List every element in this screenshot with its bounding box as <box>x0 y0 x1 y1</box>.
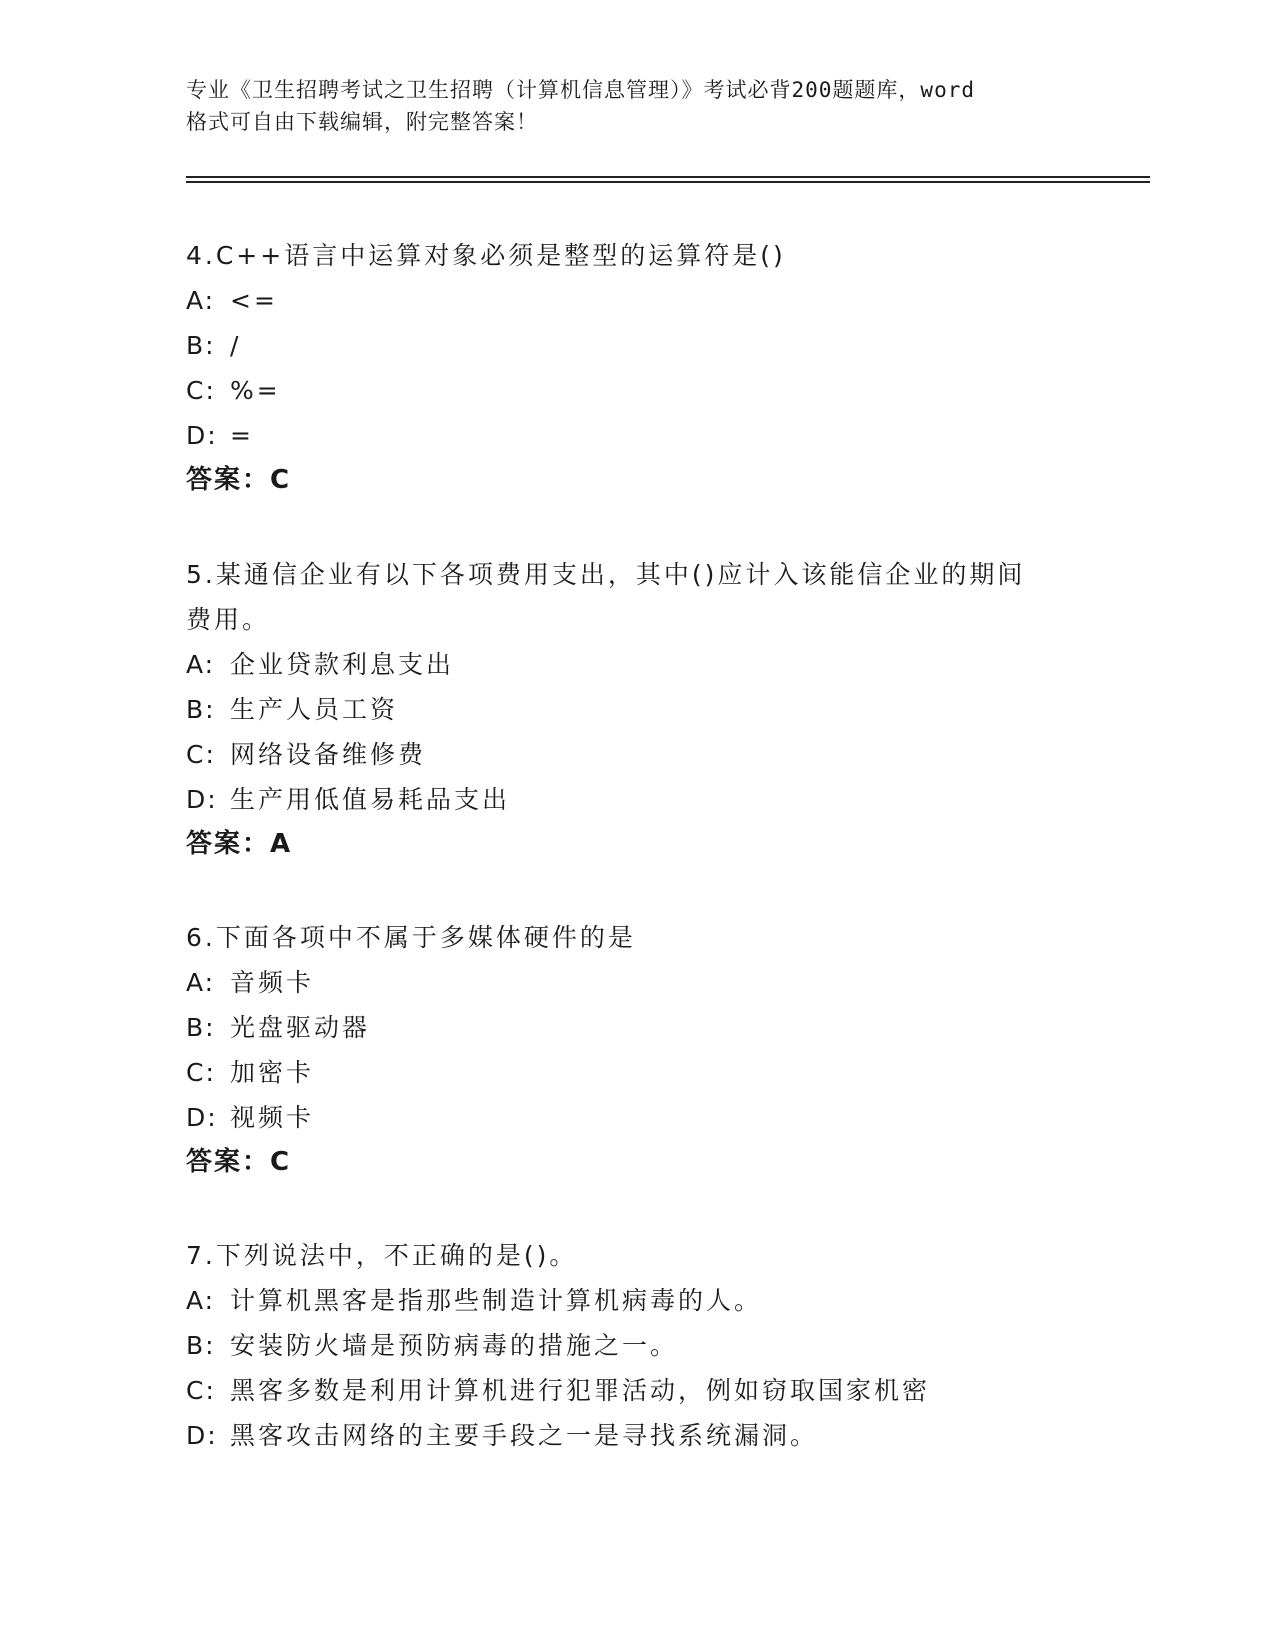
option-text: 生产用低值易耗品支出 <box>230 785 511 814</box>
option-a <box>186 278 1086 323</box>
header-line-1: 专业《卫生招聘考试之卫生招聘（计算机信息管理）》考试必背200题题库，word <box>186 78 975 102</box>
option-letter: A: <box>186 650 216 679</box>
option-letter: C: <box>186 376 216 405</box>
question-title-line-1: 5.某通信企业有以下各项费用支出，其中()应计入该能信企业的期间 <box>186 560 1026 589</box>
option-c <box>186 368 1086 413</box>
option-letter: B: <box>186 1331 216 1360</box>
option-d <box>186 1095 1086 1140</box>
option-d <box>186 413 1086 458</box>
option-letter: A: <box>186 968 216 997</box>
option-d <box>186 777 1086 822</box>
option-letter: D: <box>186 421 218 450</box>
option-text: / <box>230 331 242 360</box>
option-letter: C: <box>186 740 216 769</box>
document-header <box>186 74 1086 138</box>
question-6 <box>186 915 1086 1185</box>
option-text: 黑客攻击网络的主要手段之一是寻找系统漏洞。 <box>230 1421 819 1450</box>
option-text: 音频卡 <box>230 968 315 997</box>
option-letter: A: <box>186 1286 216 1315</box>
option-text: 黑客多数是利用计算机进行犯罪活动，例如窃取国家机密 <box>230 1376 931 1405</box>
question-5 <box>186 552 1086 867</box>
option-b <box>186 323 1086 368</box>
option-letter: C: <box>186 1058 216 1087</box>
option-text: 网络设备维修费 <box>230 740 427 769</box>
option-text: 光盘驱动器 <box>230 1013 371 1042</box>
option-letter: B: <box>186 1013 216 1042</box>
option-text: 计算机黑客是指那些制造计算机病毒的人。 <box>230 1286 763 1315</box>
option-letter: B: <box>186 695 216 724</box>
header-divider-bottom <box>186 181 1150 183</box>
option-text: <= <box>230 286 278 315</box>
header-line-2: 格式可自由下载编辑，附完整答案！ <box>186 110 538 134</box>
option-letter: D: <box>186 1103 218 1132</box>
option-text: %= <box>230 376 281 405</box>
question-title-line-2: 费用。 <box>186 605 271 634</box>
option-b <box>186 1005 1086 1050</box>
option-letter: C: <box>186 1376 216 1405</box>
option-text: 视频卡 <box>230 1103 315 1132</box>
option-letter: D: <box>186 785 218 814</box>
option-a <box>186 642 1086 687</box>
question-7 <box>186 1233 1086 1458</box>
option-a <box>186 1278 1086 1323</box>
option-text: 生产人员工资 <box>230 695 399 724</box>
answer-label: 答案：A <box>186 829 293 859</box>
option-text: 安装防火墙是预防病毒的措施之一。 <box>230 1331 679 1360</box>
answer-label: 答案：C <box>186 465 292 495</box>
option-letter: B: <box>186 331 216 360</box>
answer-label: 答案：C <box>186 1147 292 1177</box>
option-b <box>186 1323 1086 1368</box>
option-text: 加密卡 <box>230 1058 315 1087</box>
header-divider-top <box>186 176 1150 178</box>
question-4 <box>186 233 1086 503</box>
question-title: 4.C++语言中运算对象必须是整型的运算符是() <box>186 241 786 270</box>
option-letter: A: <box>186 286 216 315</box>
option-text: 企业贷款利息支出 <box>230 650 455 679</box>
option-c <box>186 1368 1086 1413</box>
option-text: = <box>230 421 254 450</box>
question-title: 6.下面各项中不属于多媒体硬件的是 <box>186 923 636 952</box>
option-c <box>186 732 1086 777</box>
option-d <box>186 1413 1086 1458</box>
option-b <box>186 687 1086 732</box>
option-a <box>186 960 1086 1005</box>
option-c <box>186 1050 1086 1095</box>
option-letter: D: <box>186 1421 218 1450</box>
question-title: 7.下列说法中，不正确的是()。 <box>186 1241 578 1270</box>
